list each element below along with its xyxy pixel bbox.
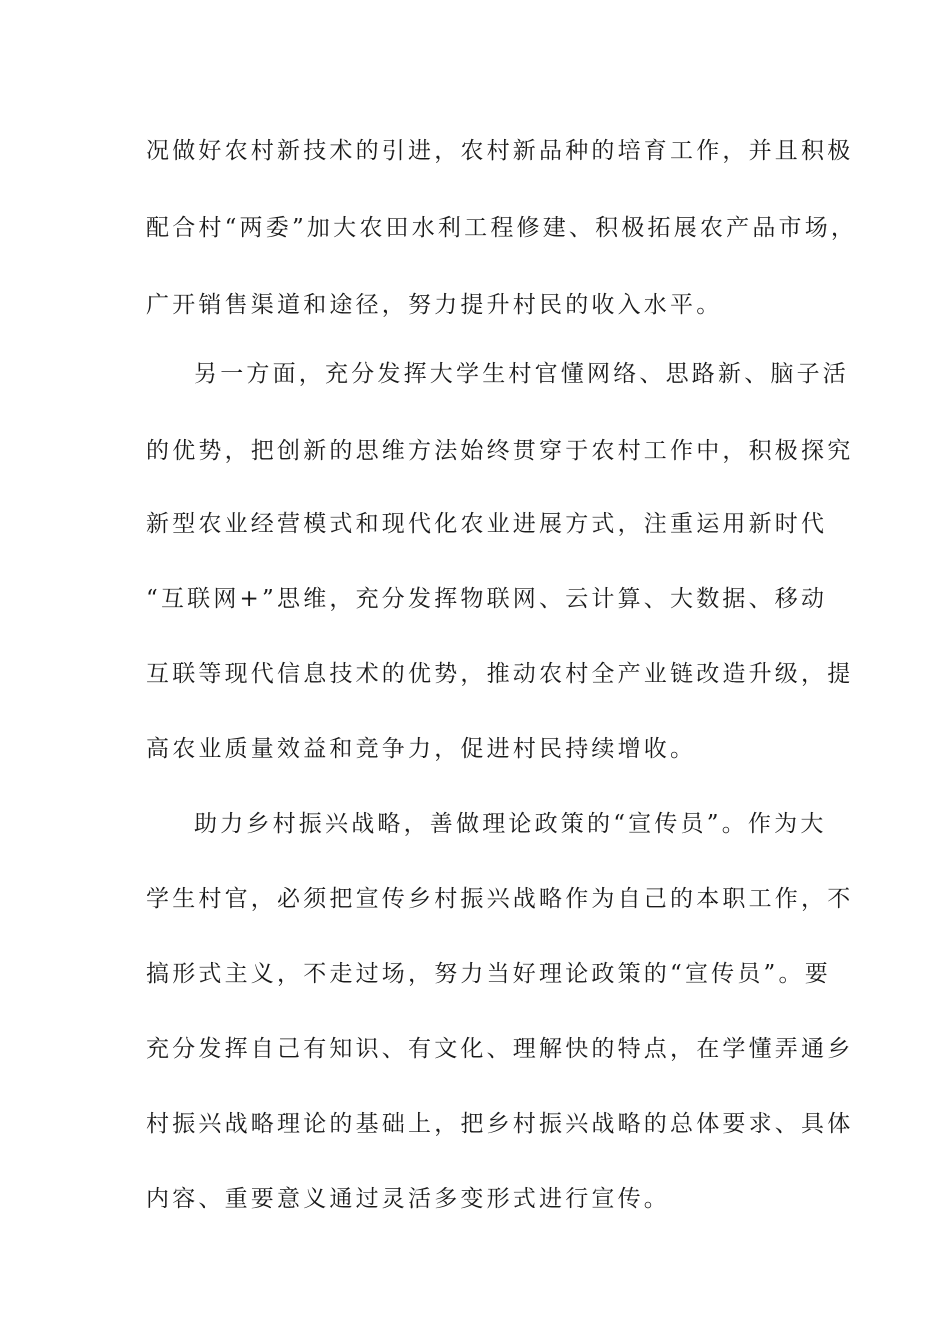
text-line: 村振兴战略理论的基础上，把乡村振兴战略的总体要求、具体 <box>146 1111 854 1137</box>
text-line: 广开销售渠道和途径，努力提升村民的收入水平。 <box>146 292 723 318</box>
paragraph-first-line: 助力乡村振兴战略，善做理论政策的“宣传员”。作为大 <box>194 811 827 837</box>
text-line: 高农业质量效益和竞争力，促进村民持续增收。 <box>146 736 697 762</box>
text-line: 内容、重要意义通过灵活多变形式进行宣传。 <box>146 1186 670 1212</box>
text-line: 互联等现代信息技术的优势，推动农村全产业链改造升级，提 <box>146 661 854 687</box>
text-line: “互联网+”思维，充分发挥物联网、云计算、大数据、移动 <box>146 586 828 612</box>
text-line: 新型农业经营模式和现代化农业进展方式，注重运用新时代 <box>146 511 828 537</box>
text-line: 学生村官，必须把宣传乡村振兴战略作为自己的本职工作，不 <box>146 886 854 912</box>
text-line: 的优势，把创新的思维方法始终贯穿于农村工作中，积极探究 <box>146 438 854 464</box>
paragraph-first-line: 另一方面，充分发挥大学生村官懂网络、思路新、脑子活 <box>194 361 849 387</box>
text-line: 配合村“两委”加大农田水利工程修建、积极拓展农产品市场， <box>146 215 858 241</box>
text-line: 搞形式主义，不走过场，努力当好理论政策的“宣传员”。要 <box>146 961 831 987</box>
text-line: 况做好农村新技术的引进，农村新品种的培育工作，并且积极 <box>146 138 854 164</box>
text-line: 充分发挥自己有知识、有文化、理解快的特点，在学懂弄通乡 <box>146 1036 854 1062</box>
